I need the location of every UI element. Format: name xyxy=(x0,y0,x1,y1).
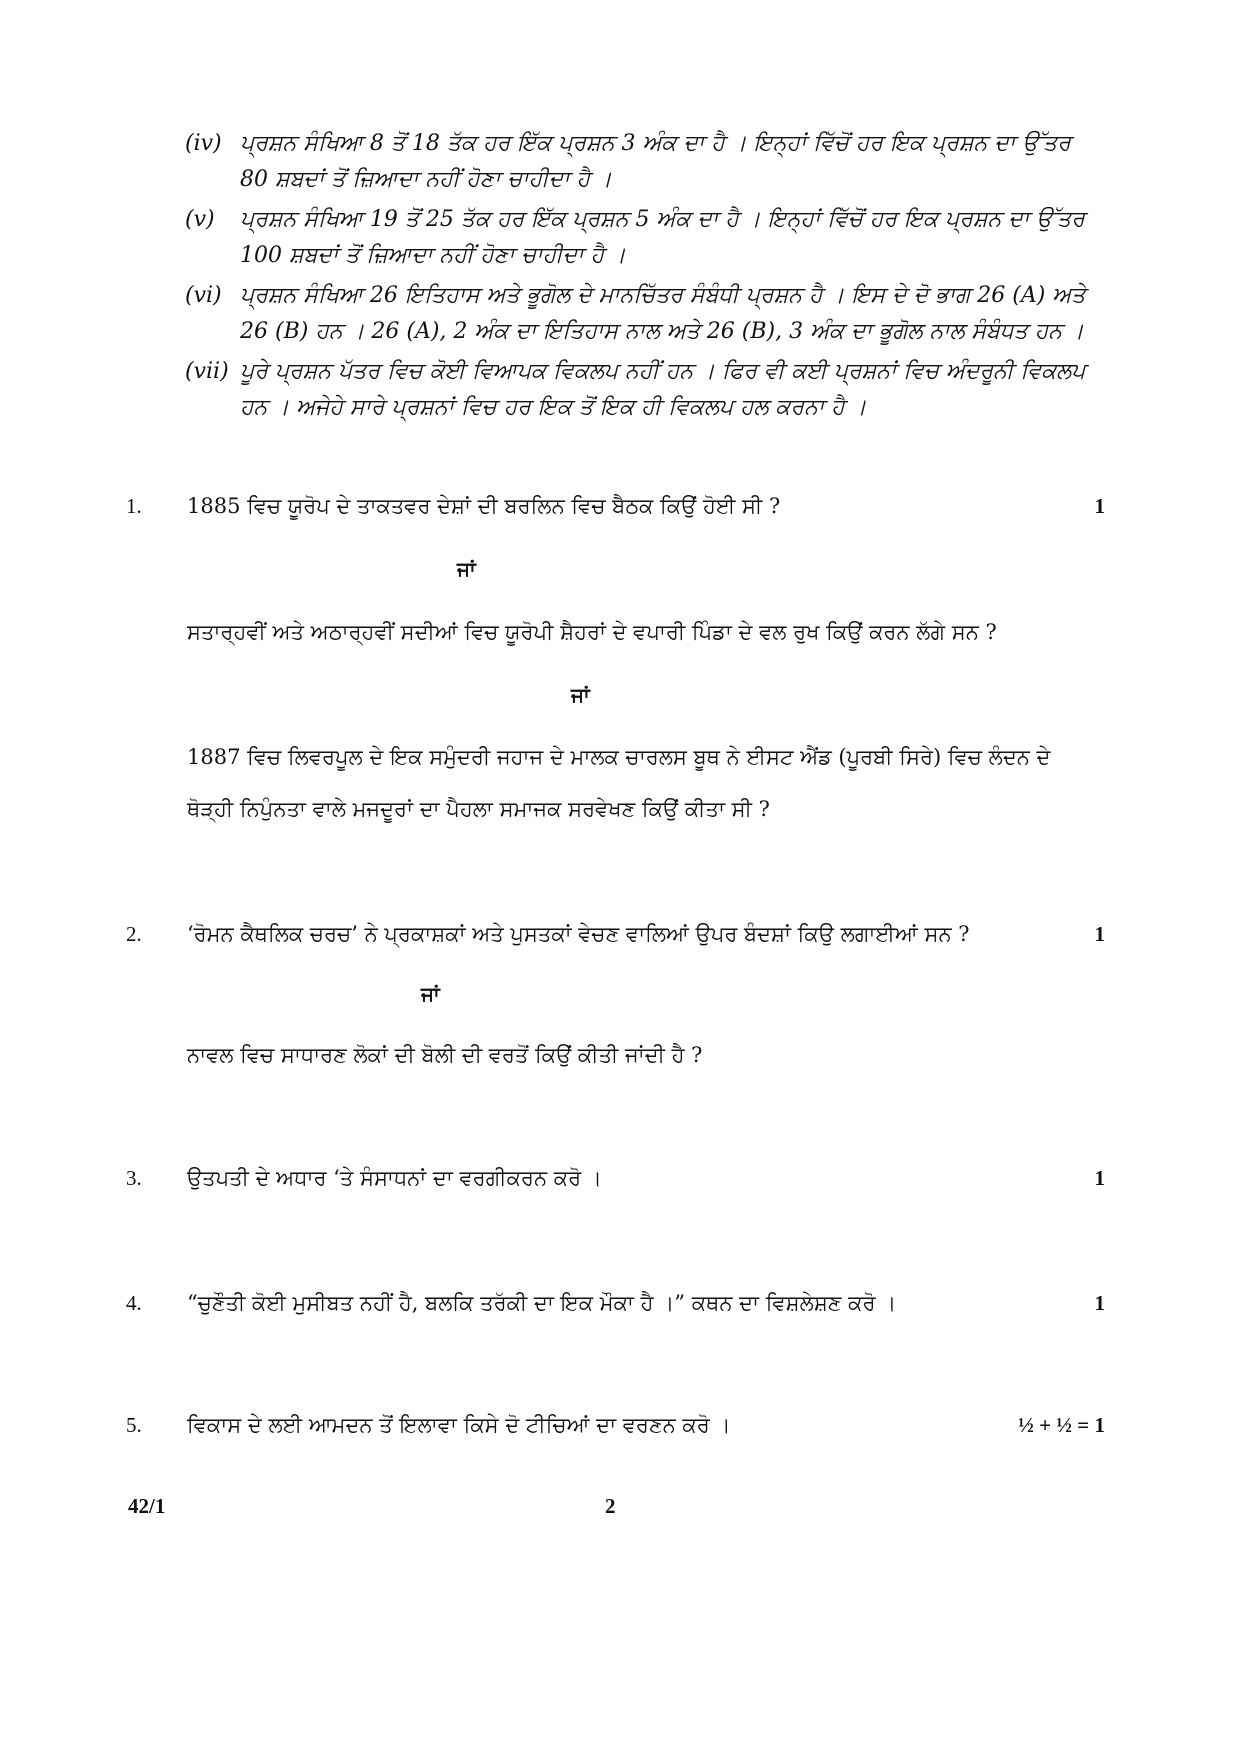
or-label: ਜਾਂ xyxy=(457,557,476,581)
instruction-text: ਪ੍ਰਸ਼ਨ ਸੰਖਿਆ 8 ਤੋਂ 18 ਤੱਕ ਹਰ ਇੱਕ ਪ੍ਰਸ਼ਨ 3 ਅੰਕ ਦਾ ਹੈ । ਇਨ੍ਹਾਂ ਵਿੱਚੋਂ ਹਰ ਇਕ ਪ੍ਰਸ਼ਨ ਦਾ ਉੱਤਰ 80 ਸ਼ਬਦਾਂ ਤੋਂ ਜ਼ਿਆਦਾ ਨਹੀਂ ਹੋਣਾ ਚਾਹੀਦਾ ਹੈ । xyxy=(240,131,1071,192)
instruction-vi xyxy=(185,278,1105,350)
question-3-number: 3. xyxy=(126,1166,142,1190)
question-2-number: 2. xyxy=(126,922,142,946)
question-5-marks: ½ + ½ = 1 xyxy=(1018,1413,1105,1437)
question-5-number: 5. xyxy=(126,1413,142,1437)
question-1-alternative-2-line-1: 1887 ਵਿਚ ਲਿਵਰਪੂਲ ਦੇ ਇਕ ਸਮੁੰਦਰੀ ਜਹਾਜ ਦੇ ਮਾਲਕ ਚਾਰਲਸ ਬੂਥ ਨੇ ਈਸਟ ਐਂਡ (ਪੂਰਬੀ ਸਿਰੇ) ਵਿਚ ਲੰਦਨ ਦੇ xyxy=(187,745,1051,769)
question-1-number: 1. xyxy=(126,494,142,518)
question-2-alternative-1: ਨਾਵਲ ਵਿਚ ਸਾਧਾਰਣ ਲੋਕਾਂ ਦੀ ਬੋਲੀ ਦੀ ਵਰਤੋਂ ਕਿਉਂ ਕੀਤੀ ਜਾਂਦੀ ਹੈ ? xyxy=(187,1043,703,1067)
instruction-number: (vi) xyxy=(185,283,222,308)
question-1-text: 1885 ਵਿਚ ਯੂਰੋਪ ਦੇ ਤਾਕਤਵਰ ਦੇਸ਼ਾਂ ਦੀ ਬਰਲਿਨ ਵਿਚ ਬੈਠਕ ਕਿਉਂ ਹੋਈ ਸੀ ? xyxy=(187,494,781,518)
question-4-marks: 1 xyxy=(1094,1291,1105,1315)
instruction-number: (v) xyxy=(185,207,215,232)
paper-code: 42/1 xyxy=(128,1494,166,1518)
question-1-marks: 1 xyxy=(1094,494,1105,518)
question-3-marks: 1 xyxy=(1094,1166,1105,1190)
instruction-text: ਪ੍ਰਸ਼ਨ ਸੰਖਿਆ 19 ਤੋਂ 25 ਤੱਕ ਹਰ ਇੱਕ ਪ੍ਰਸ਼ਨ 5 ਅੰਕ ਦਾ ਹੈ । ਇਨ੍ਹਾਂ ਵਿੱਚੋਂ ਹਰ ਇਕ ਪ੍ਰਸ਼ਨ ਦਾ ਉੱਤਰ 100 ਸ਼ਬਦਾਂ ਤੋਂ ਜ਼ਿਆਦਾ ਨਹੀਂ ਹੋਣਾ ਚਾਹੀਦਾ ਹੈ । xyxy=(240,207,1085,268)
question-1-alternative-2-line-2: ਥੋੜ੍ਹੀ ਨਿਪੁੰਨਤਾ ਵਾਲੇ ਮਜਦੂਰਾਂ ਦਾ ਪੈਹਲਾ ਸਮਾਜਕ ਸਰਵੇਖਣ ਕਿਉਂ ਕੀਤਾ ਸੀ ? xyxy=(187,797,770,821)
instruction-text: ਪ੍ਰਸ਼ਨ ਸੰਖਿਆ 26 ਇਤਿਹਾਸ ਅਤੇ ਭੂਗੋਲ ਦੇ ਮਾਨਚਿੱਤਰ ਸੰਬੰਧੀ ਪ੍ਰਸ਼ਨ ਹੈ । ਇਸ ਦੇ ਦੋ ਭਾਗ 26 (A) ਅਤੇ 26 (B) ਹਨ । 26 (A), 2 ਅੰਕ ਦਾ ਇਤਿਹਾਸ ਨਾਲ ਅਤੇ 26 (B), 3 ਅੰਕ ਦਾ ਭੂਗੋਲ ਨਾਲ ਸੰਬੰਧਤ ਹਨ । xyxy=(240,283,1086,344)
instruction-iv xyxy=(185,126,1105,198)
or-label: ਜਾਂ xyxy=(571,683,590,707)
page-number: 2 xyxy=(605,1494,616,1518)
question-2-marks: 1 xyxy=(1094,922,1105,946)
question-4-text: “ਚੁਣੌਤੀ ਕੋਈ ਮੁਸੀਬਤ ਨਹੀਂ ਹੈ, ਬਲਕਿ ਤਰੱਕੀ ਦਾ ਇਕ ਮੌਕਾ ਹੈ ।” ਕਥਨ ਦਾ ਵਿਸ਼ਲੇਸ਼ਣ ਕਰੋ । xyxy=(187,1291,897,1315)
instruction-text: ਪੂਰੇ ਪ੍ਰਸ਼ਨ ਪੱਤਰ ਵਿਚ ਕੋਈ ਵਿਆਪਕ ਵਿਕਲਪ ਨਹੀਂ ਹਨ । ਫਿਰ ਵੀ ਕਈ ਪ੍ਰਸ਼ਨਾਂ ਵਿਚ ਅੰਦਰੂਨੀ ਵਿਕਲਪ ਹਨ । ਅਜੇਹੇ ਸਾਰੇ ਪ੍ਰਸ਼ਨਾਂ ਵਿਚ ਹਰ ਇਕ ਤੋਂ ਇਕ ਹੀ ਵਿਕਲਪ ਹਲ ਕਰਨਾ ਹੈ । xyxy=(240,359,1086,420)
question-1-alternative-1: ਸਤਾਰ੍ਹਵੀਂ ਅਤੇ ਅਠਾਰ੍ਹਵੀਂ ਸਦੀਆਂ ਵਿਚ ਯੂਰੋਪੀ ਸ਼ੈਹਰਾਂ ਦੇ ਵਪਾਰੀ ਪਿੰਡਾ ਦੇ ਵਲ ਰੁਖ ਕਿਉਂ ਕਰਨ ਲੱਗੇ ਸਨ ? xyxy=(187,620,997,644)
question-2-text: ‘ਰੋਮਨ ਕੈਥਲਿਕ ਚਰਚ’ ਨੇ ਪ੍ਰਕਾਸ਼ਕਾਂ ਅਤੇ ਪੁਸਤਕਾਂ ਵੇਚਣ ਵਾਲਿਆਂ ਉਪਰ ਬੰਦਸ਼ਾਂ ਕਿਉ ਲਗਾਈਆਂ ਸਨ ? xyxy=(187,922,970,946)
question-5-text: ਵਿਕਾਸ ਦੇ ਲਈ ਆਮਦਨ ਤੋਂ ਇਲਾਵਾ ਕਿਸੇ ਦੋ ਟੀਚਿਆਂ ਦਾ ਵਰਣਨ ਕਰੋ । xyxy=(187,1413,731,1437)
instruction-vii xyxy=(185,354,1105,426)
or-label: ਜਾਂ xyxy=(421,982,440,1006)
instruction-number: (vii) xyxy=(185,359,229,384)
instruction-v xyxy=(185,202,1105,274)
question-4-number: 4. xyxy=(126,1291,142,1315)
question-3-text: ਉਤਪਤੀ ਦੇ ਅਧਾਰ ‘ਤੇ ਸੰਸਾਧਨਾਂ ਦਾ ਵਰਗੀਕਰਨ ਕਰੋ । xyxy=(187,1166,602,1190)
instruction-number: (iv) xyxy=(185,131,222,156)
